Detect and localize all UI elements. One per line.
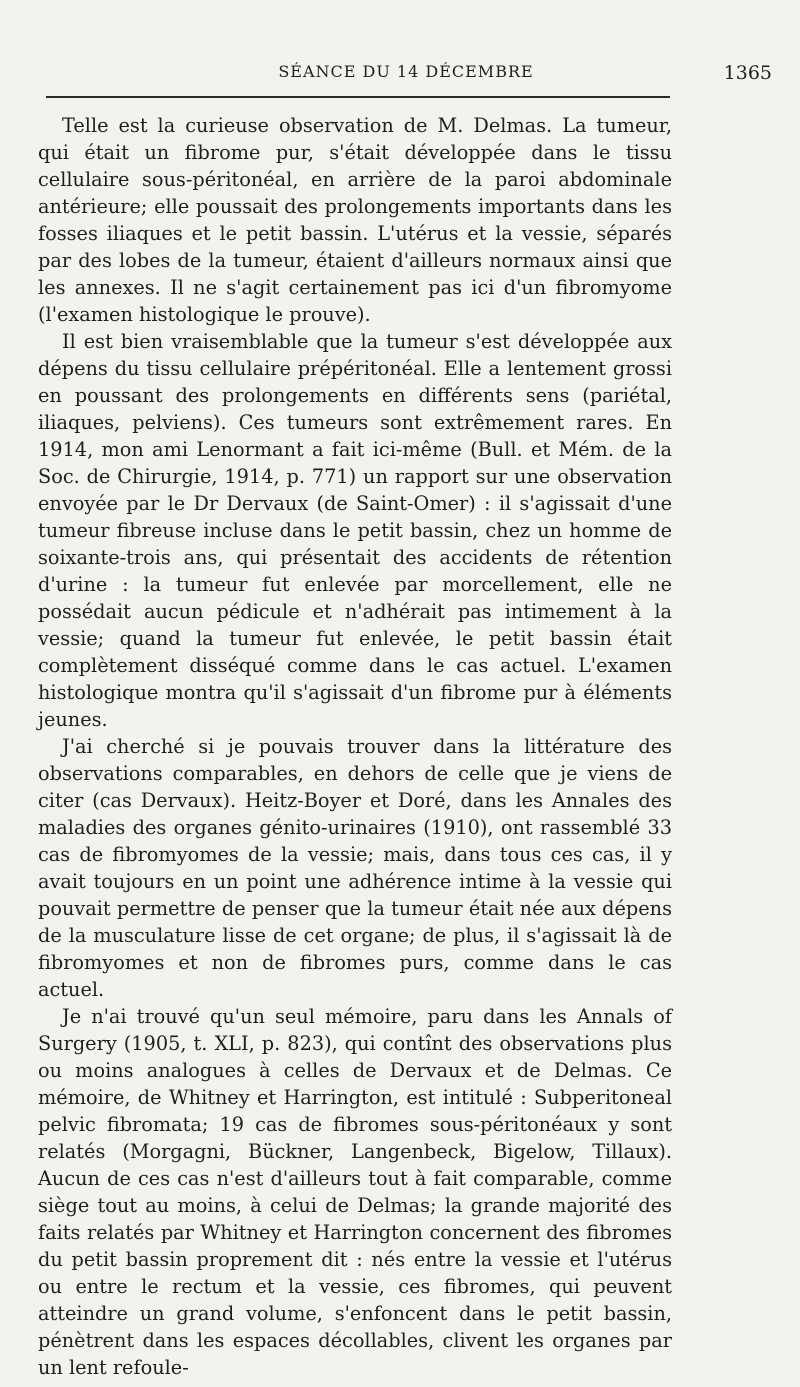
page-header [40,58,772,88]
page-number: 1365 [723,62,772,84]
body-text [38,112,672,1381]
paragraph: Je n'ai trouvé qu'un seul mémoire, paru dans les Annals of Surgery (1905, t. XLI, p. 823), qui contînt des observations plus ou moins analogues à celles de Dervaux et de Delmas. Ce mémoire, de Whitney et Harrington, est intitulé : Subperitoneal pelvic fibromata; 19 cas de fibromes sous-péritonéaux y sont relatés (Morgagni, Bückner, Langenbeck, Bigelow, Tillaux). Aucun de ces cas n'est d'ailleurs tout à fait comparable, comme siège tout au moins, à celui de Delmas; la grande majorité des faits relatés par Whitney et Harrington concernent des fibromes du petit bassin proprement dit : nés entre la vessie et l'utérus ou entre le rectum et la vessie, ces fibromes, qui peuvent atteindre un grand volume, s'enfoncent dans le petit bassin, pénètrent dans les espaces décollables, clivent les organes par un lent refoule- [38,1005,672,1379]
paragraph: J'ai cherché si je pouvais trouver dans la littérature des observations comparables, en dehors de celle que je viens de citer (cas Dervaux). Heitz-Boyer et Doré, dans les Annales des maladies des organes génito-urinaires (1910), ont rassemblé 33 cas de fibromyomes de la vessie; mais, dans tous ces cas, il y avait toujours en un point une adhérence intime à la vessie qui pouvait permettre de penser que la tumeur était née aux dépens de la musculature lisse de cet organe; de plus, il s'agissait là de fibromyomes et non de fibromes purs, comme dans le cas actuel. [38,735,672,1001]
paragraph: Telle est la curieuse observation de M. Delmas. La tumeur, qui était un fibrome pur, s'était développée dans le tissu cellulaire sous-péritonéal, en arrière de la paroi abdominale antérieure; elle poussait des prolongements importants dans les fosses iliaques et le petit bassin. L'utérus et la vessie, séparés par des lobes de la tumeur, étaient d'ailleurs normaux ainsi que les annexes. Il ne s'agit certainement pas ici d'un fibromyome (l'examen histologique le prouve). [38,114,672,326]
running-head: SÉANCE DU 14 DÉCEMBRE [278,62,534,81]
paragraph: Il est bien vraisemblable que la tumeur s'est développée aux dépens du tissu cellulaire prépéritonéal. Elle a lentement grossi en poussant des prolongements en différents sens (pariétal, iliaques, pelviens). Ces tumeurs sont extrêmement rares. En 1914, mon ami Lenormant a fait ici-même (Bull. et Mém. de la Soc. de Chirurgie, 1914, p. 771) un rapport sur une observation envoyée par le Dr Dervaux (de Saint-Omer) : il s'agissait d'une tumeur fibreuse incluse dans le petit bassin, chez un homme de soixante-trois ans, qui présentait des accidents de rétention d'urine : la tumeur fut enlevée par morcellement, elle ne possédait aucun pédicule et n'adhérait pas intimement à la vessie; quand la tumeur fut enlevée, le petit bassin était complètement disséqué comme dans le cas actuel. L'examen histologique montra qu'il s'agissait d'un fibrome pur à éléments jeunes. [38,330,672,731]
header-rule [46,96,670,98]
